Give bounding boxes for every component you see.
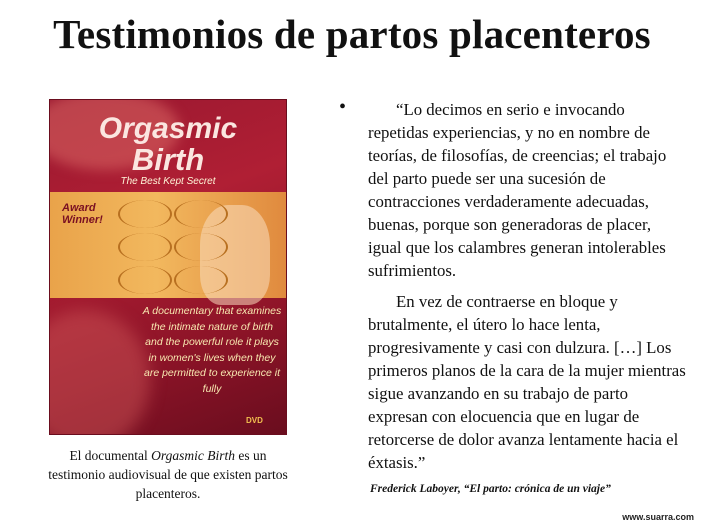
laurel-icon	[174, 233, 228, 261]
award-line2: Winner!	[62, 214, 103, 226]
laurel-icon	[118, 233, 172, 261]
quote-attribution: Frederick Laboyer, “El parto: crónica de un viaje”	[370, 483, 611, 495]
cover-subtitle: The Best Kept Secret	[120, 176, 216, 187]
caption-prefix: El documental	[69, 448, 152, 463]
cover-title-line1: Orgasmic	[98, 112, 238, 145]
quote-paragraph-1: “Lo decimos en serio e invocando repetidas experiencias, y no en nombre de teorías, de filosofías, de creencias; el trabajo del parto puede ser una sucesión de contracciones verdaderamente adecuadas, buenas, porque son generadoras de placer, igual que los calambres generan intolerables sufrimientos.	[368, 100, 667, 280]
cover-blurb: A documentary that examines the intimate nature of birth and the powerful role it plays in women's lives when they are permitted to experience it fully	[142, 305, 282, 395]
award-line1: Award	[62, 202, 96, 214]
slide-title: Testimonios de partos placenteros	[53, 11, 651, 57]
quote-paragraph-2: En vez de contraerse en bloque y brutalmente, el útero lo hace lenta, progresivamente y casi con dulzura. […] Los primeros planos de la cara de la mujer mientras sigue avanzando en su trabajo de parto expresan con elocuencia que en lugar de retorcerse de dolor avanza lentamente hacia el éxtasis.”	[368, 292, 686, 472]
cover-award-badge	[62, 202, 118, 226]
cover-decor-bottom	[50, 310, 150, 434]
site-credit: www.suarra.com	[622, 512, 694, 522]
laurel-icon	[174, 200, 228, 228]
caption-suffix: es un testimonio audiovisual de que existen partos placenteros.	[48, 448, 288, 501]
cover-title-line2: Birth	[131, 142, 205, 177]
image-caption	[40, 446, 296, 503]
laurel-icon	[118, 200, 172, 228]
dvd-cover-image	[50, 100, 286, 434]
caption-film-title: Orgasmic Birth	[151, 448, 236, 463]
quote-block	[368, 98, 686, 474]
dvd-logo: DVD	[246, 416, 263, 425]
laurel-icon	[118, 266, 172, 294]
laurel-icon	[174, 266, 228, 294]
bullet-marker: •	[339, 96, 347, 118]
